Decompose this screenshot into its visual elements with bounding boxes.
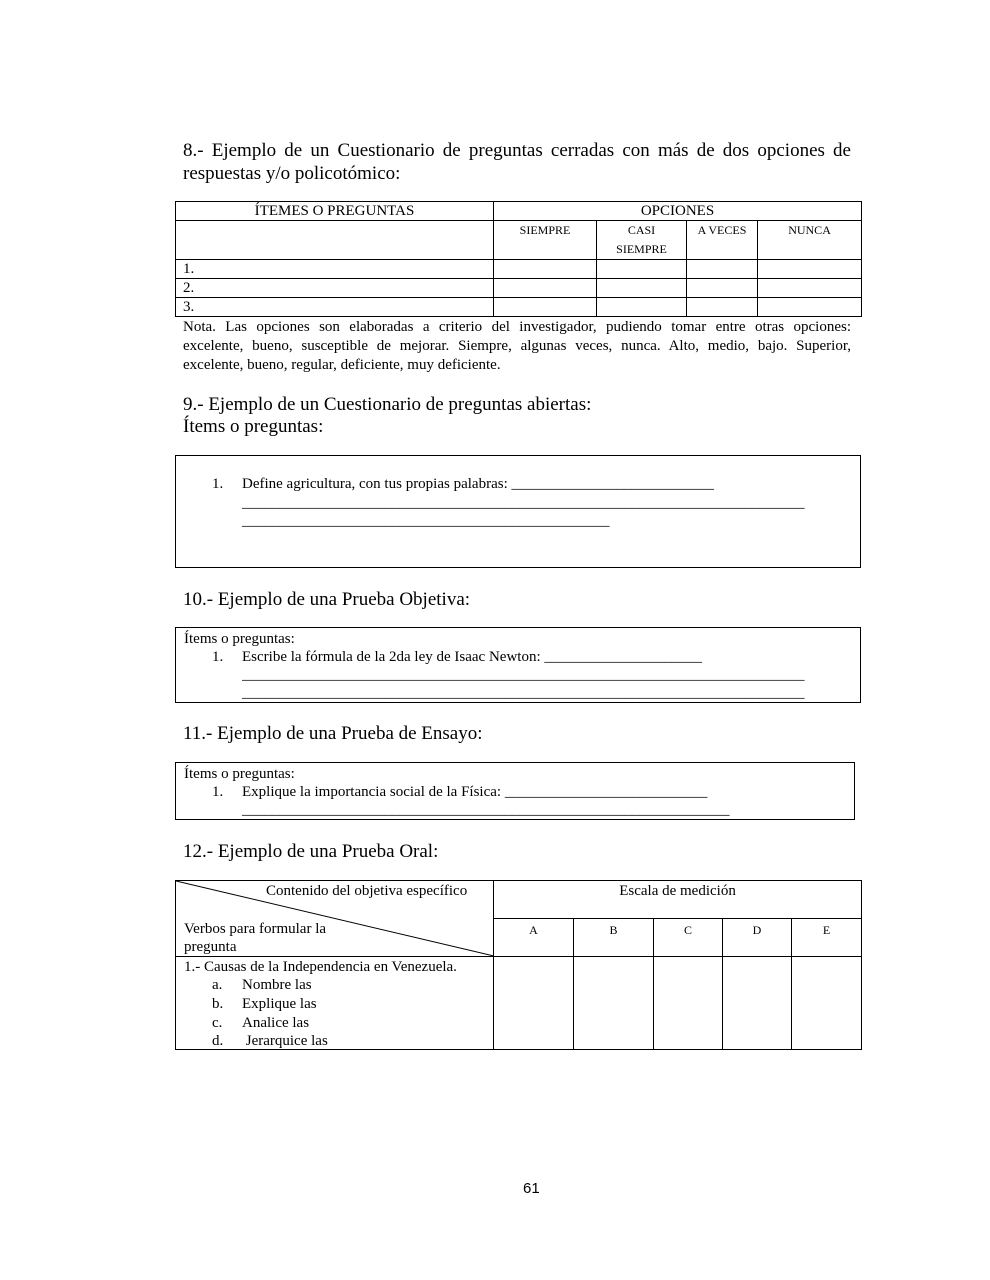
content-title: 1.- Causas de la Independencia en Venezuela. — [184, 959, 457, 975]
section-12-heading: 12.- Ejemplo de una Prueba Oral: — [183, 841, 439, 862]
items-label: Ítems o preguntas: — [184, 766, 295, 782]
section-8-heading-cont: respuestas y/o policotómico: — [183, 163, 401, 184]
option-casi-siempre: CASI SIEMPRE — [597, 221, 687, 260]
section-8-heading: 8.- Ejemplo de un Cuestionario de preguntas cerradas con más de dos opciones de — [183, 140, 851, 161]
header-content: Contenido del objetiva específico — [266, 883, 468, 899]
table-row: 1. — [176, 260, 862, 279]
answer-line: _________________________________________________ — [242, 513, 610, 529]
item-text: Escribe la fórmula de la 2da ley de Isaac Newton: _____________________ — [242, 649, 702, 665]
list-item: Analice las — [242, 1015, 310, 1031]
answer-line: ___________________________________________________________________________ — [242, 685, 805, 701]
answer-line: ___________________________________________________________________________ — [242, 495, 805, 511]
table-row: 3. — [176, 298, 862, 317]
scale-col-d: D — [723, 919, 792, 957]
answer-line: _________________________________________________________________ — [242, 802, 730, 818]
list-item: Explique las — [242, 996, 317, 1012]
list-item-letter: c. — [212, 1015, 223, 1031]
section-9-heading: 9.- Ejemplo de un Cuestionario de preguntas abiertas: — [183, 394, 592, 415]
closed-questions-table — [175, 201, 862, 317]
option-siempre: SIEMPRE — [494, 221, 597, 260]
header-items: ÍTEMES O PREGUNTAS — [176, 202, 494, 221]
list-item-letter: a. — [212, 977, 223, 993]
item-number: 1. — [212, 649, 224, 665]
list-item: Jerarquice las — [242, 1033, 328, 1049]
scale-col-c: C — [654, 919, 723, 957]
page-number: 61 — [523, 1180, 540, 1197]
scale-col-b: B — [574, 919, 654, 957]
section-10-heading: 10.- Ejemplo de una Prueba Objetiva: — [183, 589, 471, 610]
oral-test-table — [175, 880, 862, 1050]
section-9-subheading: Ítems o preguntas: — [183, 416, 324, 437]
list-item-letter: b. — [212, 996, 224, 1012]
option-a-veces: A VECES — [687, 221, 758, 260]
scale-col-a: A — [494, 919, 574, 957]
essay-test-box — [175, 762, 855, 820]
option-nunca: NUNCA — [758, 221, 862, 260]
table-note: Nota. Las opciones son elaboradas a criterio del investigador, pudiendo tomar entre otras opciones: — [183, 319, 851, 335]
table-row: 2. — [176, 279, 862, 298]
item-text: Define agricultura, con tus propias palabras: ___________________________ — [242, 476, 714, 492]
list-item-letter: d. — [212, 1033, 224, 1049]
table-note-end: excelente, bueno, regular, deficiente, muy deficiente. — [183, 357, 501, 373]
items-label: Ítems o preguntas: — [184, 631, 295, 647]
item-number: 1. — [212, 784, 224, 800]
table-note-cont: excelente, bueno, susceptible de mejorar. Siempre, algunas veces, nunca. Alto, medio, bajo. Superior, — [183, 338, 851, 354]
header-verbs-cont: pregunta — [184, 939, 237, 955]
header-scale: Escala de medición — [494, 881, 862, 919]
section-11-heading: 11.- Ejemplo de una Prueba de Ensayo: — [183, 723, 483, 744]
objective-test-box — [175, 627, 861, 703]
header-verbs: Verbos para formular la — [184, 921, 327, 937]
answer-line: ___________________________________________________________________________ — [242, 667, 805, 683]
open-questions-box — [175, 455, 861, 568]
table-row — [176, 957, 862, 1050]
header-options: OPCIONES — [494, 202, 862, 221]
diagonal-header-cell — [176, 881, 494, 957]
item-text: Explique la importancia social de la Física: ___________________________ — [242, 784, 708, 800]
item-number: 1. — [212, 476, 224, 492]
scale-col-e: E — [792, 919, 862, 957]
list-item: Nombre las — [242, 977, 312, 993]
